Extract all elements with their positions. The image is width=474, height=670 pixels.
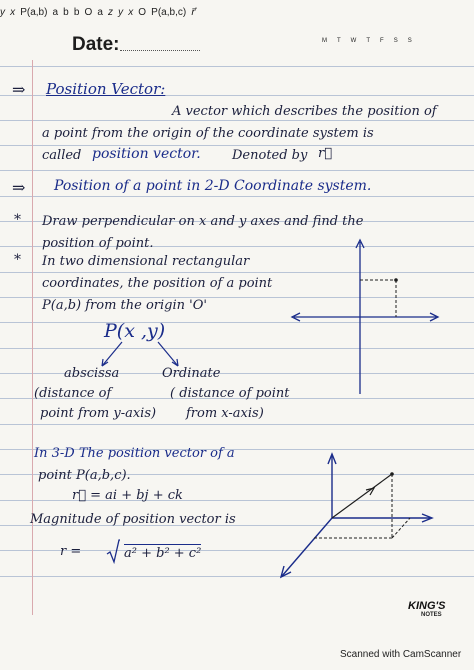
section3-magnitude-radicand: a² + b² + c² (124, 546, 202, 561)
day-s: S (393, 38, 398, 44)
section3-magnitude-lhs: r = (60, 544, 82, 559)
diagram2d-a-top: a (52, 7, 59, 18)
weekday-row (322, 38, 412, 44)
section2-bullet1-line1: Draw perpendicular on x and y axes and find the (42, 214, 364, 229)
ordinate-desc-line1: ( distance of point (170, 386, 290, 401)
section1-line3-called: called (42, 148, 82, 163)
abscissa-desc-line1: (distance of (34, 386, 112, 401)
sqrt-icon (106, 538, 120, 564)
diagram3d-x-label: x (128, 7, 134, 18)
diagram2d-origin: O (84, 7, 93, 18)
abscissa-label: abscissa (64, 366, 120, 381)
section2-bullet2-line2: coordinates, the position of a point (42, 276, 273, 291)
diagram2d-a-bottom: a (97, 7, 103, 18)
coordinate-diagram-3d (270, 448, 450, 588)
day-m: M (322, 38, 327, 44)
day-s2: S (407, 38, 412, 44)
diagram2d-point-label: P(a,b) (20, 7, 48, 18)
ordinate-desc-line2: from x-axis) (186, 406, 264, 421)
margin-line (32, 60, 33, 615)
ordinate-label: Ordinate (162, 366, 221, 381)
section1-title: Position Vector: (46, 80, 166, 98)
diagram2d-y-label: y (0, 7, 5, 18)
section3-line2: point P(a,b,c). (38, 468, 131, 483)
day-w: W (350, 38, 357, 44)
bullet-star-icon: * (14, 212, 21, 228)
page-header (0, 0, 474, 66)
day-t2: T (366, 38, 371, 44)
date-field-line (120, 50, 200, 51)
day-f: F (380, 38, 384, 44)
date-label: Date: (72, 34, 120, 55)
diagram2d-b-right: b (73, 7, 80, 18)
arrow-icon: ⇒ (12, 178, 26, 197)
diagram3d-y-label: y (118, 7, 124, 18)
day-t: T (337, 38, 341, 44)
ruled-line (0, 424, 474, 425)
section2-title: Position of a point in 2-D Coordinate system. (54, 178, 372, 194)
section2-bullet2-line3: P(a,b) from the origin 'O' (42, 298, 207, 313)
vector-r-symbol: r⃗ (318, 146, 333, 161)
section1-keyword: position vector. (92, 146, 201, 162)
section2-bullet2-line1: In two dimensional rectangular (42, 254, 250, 269)
abscissa-desc-line2: point from y-axis) (40, 406, 157, 421)
ruled-line (0, 66, 474, 67)
kings-notes-logo: KING'S (408, 600, 446, 612)
kings-notes-logo-sub: NOTES (421, 612, 442, 618)
ruled-line (0, 145, 474, 146)
bullet-star-icon: * (14, 252, 21, 268)
section2-bullet1-line2: position of point. (42, 236, 154, 251)
ruled-line (0, 196, 474, 197)
section1-denoted: Denoted by (232, 148, 308, 163)
diagram3d-z-label: z (108, 7, 114, 18)
diagram3d-vector-label: r⃗ (191, 7, 196, 18)
diagram3d-point-label: P(a,b,c) (151, 7, 187, 18)
section3-line1: In 3-D The position vector of a (34, 446, 235, 461)
scanner-watermark: Scanned with CamScanner (340, 649, 462, 660)
diagram2d-b-left: b (63, 7, 69, 18)
diagram2d-x-label: x (10, 7, 16, 18)
ruled-line (0, 120, 474, 121)
point-pxy: P(x ,y) (104, 320, 166, 342)
arrow-icon: ⇒ (12, 80, 26, 99)
section3-vector-eq: r⃗ = ai + bj + ck (72, 488, 183, 503)
diagram3d-origin: O (138, 7, 147, 18)
section1-line1: A vector which describes the position of (172, 104, 437, 119)
section3-magnitude-text: Magnitude of position vector is (30, 512, 236, 527)
ruled-line (0, 170, 474, 171)
coordinate-diagram-2d (288, 236, 448, 396)
section1-line2: a point from the origin of the coordinate system is (42, 126, 374, 141)
